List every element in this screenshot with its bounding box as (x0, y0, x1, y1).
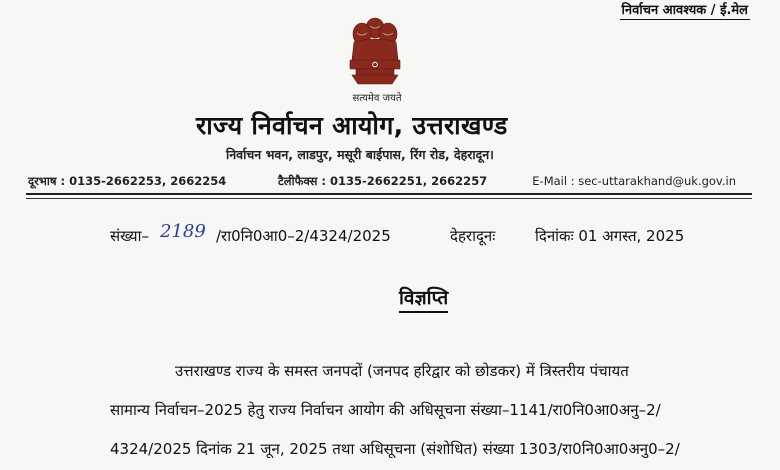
fax-number: टैलीफैक्स : 0135-2662251, 2662257 (278, 174, 488, 188)
reference-date: दिनांकः 01 अगस्त, 2025 (535, 227, 685, 245)
top-note: निर्वाचन आवश्यक / ई.मेल (620, 0, 750, 20)
notice-heading: विज्ञप्ति (399, 284, 448, 313)
emblem-motto: सत्यमेव जयते (352, 93, 402, 104)
contact-row (28, 174, 752, 192)
handwritten-reference-number: 2189 (160, 221, 206, 242)
body-line: उत्तराखण्ड राज्य के समस्त जनपदों (जनपद हरिद्वार को छोडकर) में त्रिस्तरीय पंचायत (175, 362, 629, 380)
reference-prefix: संख्या– (110, 227, 150, 245)
body-line: सामान्य निर्वाचन–2025 हेतु राज्य निर्वाचन आयोग की अधिसूचना संख्या–1141/रा0नि0आ0अनु–2/ (110, 401, 661, 419)
header-divider-thick (26, 193, 752, 195)
reference-place: देहरादूनः (450, 227, 496, 245)
office-address: निर्वाचन भवन, लाडपुर, मसूरी बाईपास, रिंग रोड, देहरादून। (226, 147, 494, 162)
header-divider-thin (26, 198, 752, 199)
office-title: राज्य निर्वाचन आयोग, उत्तराखण्ड (196, 111, 508, 140)
phone-number: दूरभाष : 0135-2662253, 2662254 (28, 174, 227, 188)
reference-code: /रा0नि0आ0–2/4324/2025 (216, 227, 391, 245)
reference-line (110, 221, 730, 252)
email-address: E-Mail : sec-uttarakhand@uk.gov.in (532, 174, 736, 188)
body-line: 4324/2025 दिनांक 21 जून, 2025 तथा अधिसूचना (संशोधित) संख्या 1303/रा0नि0आ0अनु0–2/ (110, 440, 680, 458)
